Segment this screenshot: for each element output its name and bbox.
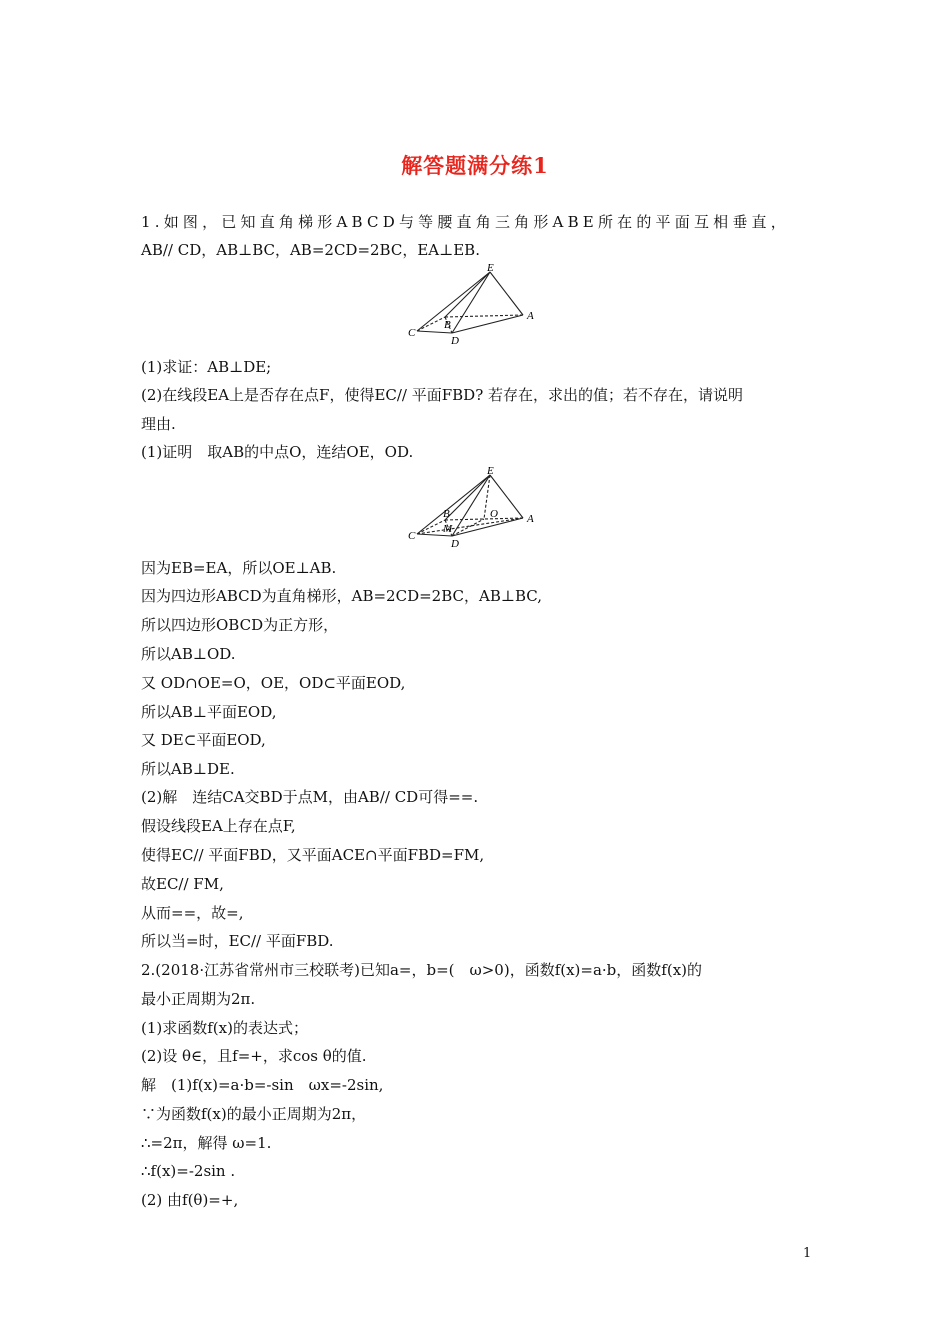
problem-2-stem-cont: 最小正周期为2π. — [141, 990, 256, 1008]
page-number: 1 — [803, 1246, 812, 1261]
edge-EB — [445, 475, 490, 520]
edge-EB — [445, 272, 490, 317]
solution-line: 解 (1)f(x)=a·b=-sin ωx=-2sin, — [141, 1076, 384, 1094]
solution-line: 使得EC// 平面FBD，又平面ACE∩平面FBD=FM, — [141, 846, 485, 864]
solution-line: 故EC// FM, — [141, 875, 224, 893]
edge-DA — [452, 315, 523, 333]
label-O: O — [490, 508, 498, 520]
edge-ED — [452, 475, 490, 536]
solution-line: 假设线段EA上存在点F, — [141, 817, 296, 835]
proof-start: (1)证明 取AB的中点O，连结OE，OD. — [141, 443, 414, 461]
edge-EA — [490, 272, 523, 315]
question-2-2: (2)设 θ∈，且f=+，求cos θ的值. — [141, 1047, 367, 1065]
label-C: C — [408, 530, 416, 542]
label-E: E — [487, 262, 494, 274]
proof-line: 又 OD∩OE=O，OE，OD⊂平面EOD, — [141, 674, 406, 692]
figure-2 — [405, 465, 545, 547]
label-B: B — [444, 319, 451, 331]
solution-line: (2)解 连结CA交BD于点M，由AB// CD可得==. — [141, 788, 479, 806]
label-B: B — [443, 508, 450, 520]
label-E: E — [487, 465, 494, 477]
problem-1-conditions: AB// CD，AB⊥BC，AB=2CD=2BC，EA⊥EB. — [141, 241, 480, 259]
page-title: 解答题满分练1 — [401, 153, 549, 178]
proof-line: 所以AB⊥OD. — [141, 645, 236, 663]
question-1-2: (2)在线段EA上是否存在点F，使得EC// 平面FBD? 若存在，求出的值；若不存在，请说明 — [141, 386, 744, 404]
solution-line: 从而==，故=, — [141, 904, 244, 922]
label-A: A — [527, 310, 534, 322]
proof-line: 因为四边形ABCD为直角梯形，AB=2CD=2BC，AB⊥BC, — [141, 587, 542, 605]
edge-ED — [452, 272, 490, 333]
question-1-1: (1)求证：AB⊥DE; — [141, 358, 272, 376]
solution-line: ∵为函数f(x)的最小正周期为2π， — [141, 1105, 367, 1123]
proof-line: 所以AB⊥DE. — [141, 760, 235, 778]
edge-CD — [417, 331, 452, 333]
solution-line: 所以当=时，EC// 平面FBD. — [141, 932, 334, 950]
solution-line: ∴f(x)=-2sin . — [141, 1162, 236, 1180]
label-M: M — [443, 523, 453, 535]
label-C: C — [408, 327, 416, 339]
problem-1-stem: 1.如图，已知直角梯形ABCD与等腰直角三角形ABE所在的平面互相垂直， — [141, 213, 790, 231]
edge-EC — [417, 272, 490, 331]
question-1-2-cont: 理由. — [141, 415, 176, 433]
question-2-1: (1)求函数f(x)的表达式； — [141, 1019, 308, 1037]
proof-line: 因为EB=EA，所以OE⊥AB. — [141, 559, 337, 577]
proof-line: 所以AB⊥平面EOD, — [141, 703, 277, 721]
label-A: A — [527, 513, 534, 525]
figure-1 — [405, 262, 545, 344]
solution-line: ∴=2π，解得 ω=1. — [141, 1134, 272, 1152]
solution-line: (2) 由f(θ)=+, — [141, 1191, 239, 1209]
label-D: D — [451, 335, 459, 344]
proof-line: 所以四边形OBCD为正方形， — [141, 616, 339, 634]
label-D: D — [451, 538, 459, 547]
problem-2-stem: 2.(2018·江苏省常州市三校联考)已知a=，b=( ω>0)，函数f(x)=a·b，函数f(x)的 — [141, 961, 703, 979]
edge-BA — [445, 315, 523, 317]
proof-line: 又 DE⊂平面EOD, — [141, 731, 266, 749]
